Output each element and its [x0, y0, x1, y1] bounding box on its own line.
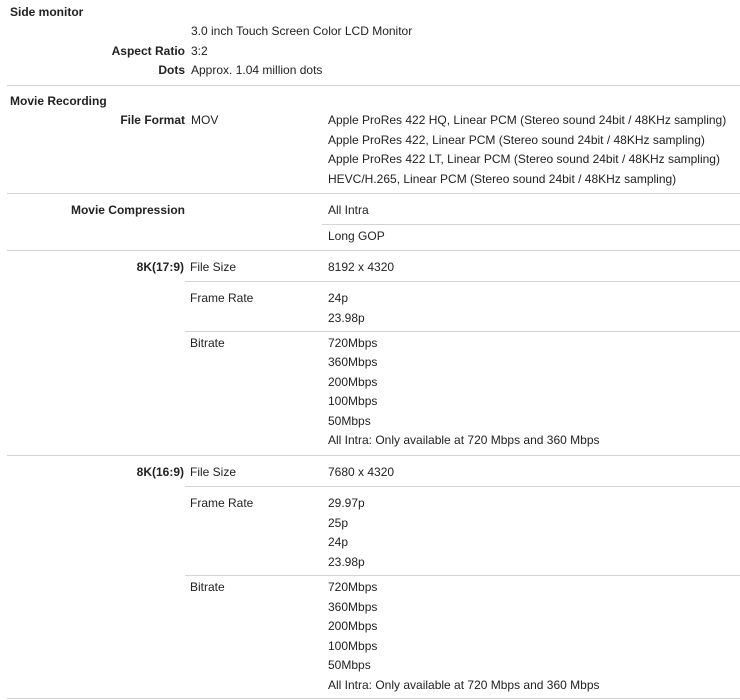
divider [185, 331, 740, 332]
file-size-value: 7680 x 4320 [328, 465, 395, 479]
bitrate-note: All Intra: Only available at 720 Mbps and 360 Mbps [328, 678, 600, 692]
divider [185, 486, 740, 487]
frame-rate-label: Frame Rate [190, 291, 254, 305]
compression-item: All Intra [328, 203, 369, 217]
bitrate-label: Bitrate [190, 336, 225, 350]
file-size-label: File Size [190, 465, 237, 479]
divider [185, 281, 740, 282]
frame-rate-item: 23.98p [328, 311, 365, 325]
divider [7, 250, 740, 251]
dots-value: Approx. 1.04 million dots [191, 63, 323, 77]
file-format-label: File Format [120, 113, 185, 127]
file-size-value: 8192 x 4320 [328, 260, 395, 274]
bitrate-item: 100Mbps [328, 639, 378, 653]
bitrate-item: 360Mbps [328, 600, 378, 614]
divider [7, 85, 740, 86]
bitrate-item: 100Mbps [328, 394, 378, 408]
format-item: Apple ProRes 422 LT, Linear PCM (Stereo sound 24bit / 48KHz sampling) [328, 152, 720, 166]
compression-item: Long GOP [328, 229, 385, 243]
divider [322, 224, 740, 225]
bitrate-item: 50Mbps [328, 414, 371, 428]
movie-recording-heading: Movie Recording [10, 94, 107, 108]
file-format-value: MOV [191, 113, 219, 127]
format-item: Apple ProRes 422 HQ, Linear PCM (Stereo sound 24bit / 48KHz sampling) [328, 113, 727, 127]
divider [7, 455, 740, 456]
frame-rate-item: 29.97p [328, 496, 365, 510]
side-monitor-heading: Side monitor [10, 5, 84, 19]
frame-rate-item: 24p [328, 291, 349, 305]
bitrate-item: 720Mbps [328, 580, 378, 594]
format-item: Apple ProRes 422, Linear PCM (Stereo sound 24bit / 48KHz sampling) [328, 133, 705, 147]
format-item: HEVC/H.265, Linear PCM (Stereo sound 24bit / 48KHz sampling) [328, 172, 677, 186]
dots-label: Dots [158, 63, 185, 77]
bitrate-label: Bitrate [190, 580, 225, 594]
mode-8k-16-9-label: 8K(16:9) [136, 465, 184, 479]
frame-rate-item: 24p [328, 535, 349, 549]
mode-8k-17-9-label: 8K(17:9) [136, 260, 184, 274]
file-size-label: File Size [190, 260, 237, 274]
divider [7, 698, 740, 699]
movie-compression-label: Movie Compression [70, 203, 185, 217]
aspect-ratio-value: 3:2 [191, 44, 208, 58]
bitrate-item: 360Mbps [328, 355, 378, 369]
frame-rate-item: 25p [328, 516, 349, 530]
bitrate-item: 720Mbps [328, 336, 378, 350]
bitrate-item: 200Mbps [328, 619, 378, 633]
side-monitor-type-value: 3.0 inch Touch Screen Color LCD Monitor [191, 24, 413, 38]
divider [7, 193, 740, 194]
frame-rate-label: Frame Rate [190, 496, 254, 510]
frame-rate-item: 23.98p [328, 555, 365, 569]
bitrate-note: All Intra: Only available at 720 Mbps and 360 Mbps [328, 433, 600, 447]
divider [185, 575, 740, 576]
bitrate-item: 50Mbps [328, 658, 371, 672]
aspect-ratio-label: Aspect Ratio [111, 44, 185, 58]
bitrate-item: 200Mbps [328, 375, 378, 389]
